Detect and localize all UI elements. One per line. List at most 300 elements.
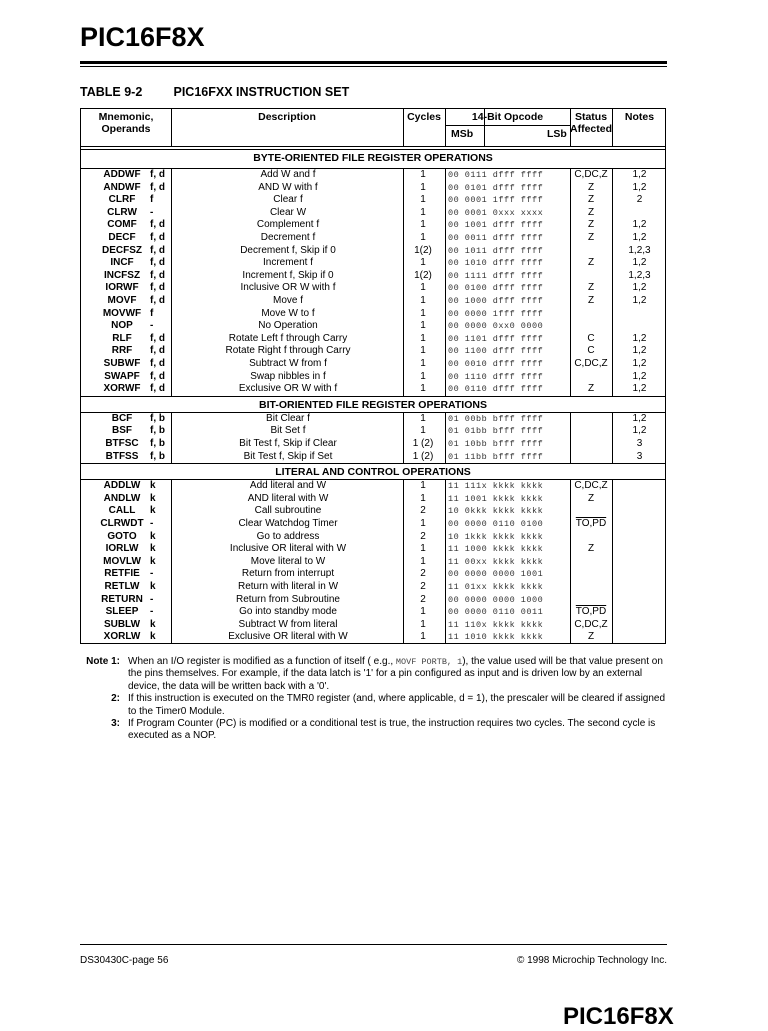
opcode-cell: 01 11bb bfff ffff [448, 451, 544, 462]
opcode-cell: 11 1000 kkkk kkkk [448, 544, 544, 555]
mnemonic-cell: DECFSZ [102, 244, 142, 256]
description-cell: Move literal to W [250, 555, 326, 567]
status-cell: Z [587, 219, 595, 231]
mnemonic-cell: RLF [112, 332, 132, 344]
table-row [81, 333, 665, 346]
cycles-cell: 2 [420, 505, 426, 517]
status-cell: Z [587, 383, 595, 395]
table-title: PIC16FXX INSTRUCTION SET [173, 85, 350, 99]
description-cell: Bit Test f, Skip if Set [243, 450, 333, 462]
opcode-cell: 00 0100 dfff ffff [448, 283, 544, 294]
description-cell: Bit Test f, Skip if Clear [239, 438, 337, 449]
col-divider [445, 479, 446, 644]
description-cell: Complement f [256, 219, 320, 231]
opcode-cell: 11 110x kkkk kkkk [448, 619, 544, 630]
table-row [81, 413, 665, 426]
description-cell: Exclusive OR W with f [238, 383, 338, 395]
status-cell: Z [587, 492, 595, 504]
header-cycles: Cycles [407, 111, 441, 123]
status-cell: C,DC,Z [574, 358, 608, 369]
operands-cell: f, d [150, 383, 165, 395]
description-cell: Return from Subroutine [236, 593, 340, 605]
mnemonic-cell: MOVLW [103, 555, 141, 567]
col-divider [445, 412, 446, 463]
col-divider [612, 479, 613, 644]
notes-cell: 1,2 [632, 332, 647, 344]
header-msb: MSb [451, 128, 474, 140]
operands-cell: f, d [150, 282, 165, 294]
status-cell: TO,PD [575, 606, 607, 618]
cycles-cell: 1 [420, 257, 426, 269]
description-cell: Return with literal in W [237, 581, 339, 592]
operands-cell: f, b [150, 425, 165, 437]
col-divider [570, 168, 571, 396]
mnemonic-cell: SUBWF [103, 358, 141, 369]
opcode-cell: 01 10bb bfff ffff [448, 439, 544, 449]
operands-cell: f, b [150, 438, 165, 449]
cycles-cell: 1 [420, 543, 426, 555]
operands-cell: - [150, 320, 154, 332]
description-cell: Bit Set f [270, 425, 306, 437]
mnemonic-cell: DECF [108, 232, 136, 243]
mnemonic-cell: IORWF [105, 282, 139, 294]
mnemonic-cell: CLRW [107, 206, 137, 218]
cycles-cell: 1 [420, 518, 426, 529]
notes-cell: 3 [636, 438, 643, 449]
operands-cell: - [150, 206, 154, 218]
status-cell: C,DC,Z [574, 618, 608, 630]
mnemonic-cell: ADDWF [103, 169, 141, 180]
status-cell: C [587, 332, 595, 344]
col-divider [171, 168, 172, 396]
table-row [81, 631, 665, 644]
notes-cell: 1,2 [632, 412, 647, 424]
note-3-text: If Program Counter (PC) is modified or a conditional test is true, the instruction requires two cycles. The second cycle is executed as a NOP. [128, 718, 656, 742]
description-cell: Rotate Right f through Carry [225, 345, 351, 357]
mnemonic-cell: XORWF [103, 383, 141, 395]
description-cell: Clear f [273, 194, 303, 206]
note-1-label: Note 1: [86, 656, 120, 667]
section-title: BIT-ORIENTED FILE REGISTER OPERATIONS [259, 398, 487, 411]
table-row [81, 308, 665, 321]
mnemonic-cell: SWAPF [104, 370, 140, 382]
opcode-cell: 00 0000 0000 1000 [448, 594, 544, 605]
description-cell: Clear W [269, 206, 307, 218]
header-mnemonic-line1: Mnemonic, [98, 111, 154, 123]
table-row [81, 320, 665, 333]
operands-cell: f [150, 194, 154, 206]
col-divider [612, 412, 613, 463]
cycles-cell: 1 [420, 425, 426, 437]
mnemonic-cell: GOTO [107, 530, 137, 542]
cycles-cell: 1 [420, 555, 426, 567]
table-row [81, 295, 665, 308]
opcode-cell: 00 0011 dfff ffff [448, 233, 544, 243]
notes-cell: 1,2 [632, 282, 647, 294]
opcode-cell: 11 00xx kkkk kkkk [448, 556, 544, 567]
cycles-cell: 1 (2) [412, 450, 434, 462]
table-row [81, 182, 665, 195]
table-row [81, 581, 665, 594]
table-row [81, 194, 665, 207]
status-cell: Z [587, 631, 595, 643]
operands-cell: k [150, 543, 156, 555]
operands-cell: f, b [150, 412, 165, 424]
table-row [81, 425, 665, 438]
col-divider [171, 412, 172, 463]
header-rule [81, 146, 665, 147]
operands-cell: f, d [150, 358, 165, 369]
header-rule [81, 149, 665, 150]
mnemonic-cell: BSF [112, 425, 132, 437]
cycles-cell: 1 [420, 412, 426, 424]
header-lsb: LSb [547, 128, 567, 140]
table-row [81, 169, 665, 182]
mnemonic-cell: RETFIE [104, 568, 140, 580]
mnemonic-cell: BTFSC [105, 438, 139, 449]
operands-cell: f, b [150, 450, 165, 462]
next-page-title: PIC16F8X [563, 1003, 674, 1030]
description-cell: Increment f [262, 257, 314, 269]
opcode-cell: 00 1001 dfff ffff [448, 220, 544, 231]
opcode-cell: 11 111x kkkk kkkk [448, 481, 544, 492]
table-number: TABLE 9-2 [80, 85, 143, 99]
status-cell: Z [587, 206, 595, 218]
mnemonic-cell: ANDLW [103, 492, 141, 504]
opcode-cell: 00 0110 dfff ffff [448, 384, 544, 395]
opcode-cell: 11 1010 kkkk kkkk [448, 632, 544, 643]
opcode-cell: 00 1111 dfff ffff [448, 270, 544, 281]
notes-cell: 1,2,3 [628, 244, 651, 256]
header-rule-thin [80, 66, 667, 67]
description-cell: Call subroutine [254, 505, 322, 517]
notes-cell: 1,2 [632, 370, 647, 382]
status-cell: Z [587, 232, 595, 243]
description-cell: Go into standby mode [239, 606, 337, 618]
description-cell: Return from interrupt [241, 568, 335, 580]
cycles-cell: 1 [420, 383, 426, 395]
status-cell: Z [587, 257, 595, 269]
table-row [81, 438, 665, 451]
opcode-cell: 00 0000 0110 0011 [448, 607, 544, 618]
header-description: Description [258, 111, 316, 123]
table-row [81, 207, 665, 220]
note-2 [80, 693, 670, 718]
opcode-cell: 00 0000 1fff ffff [448, 308, 544, 319]
cycles-cell: 1 [420, 169, 426, 180]
opcode-cell: 11 01xx kkkk kkkk [448, 582, 544, 592]
header-notes: Notes [624, 111, 655, 123]
mnemonic-cell: IORLW [105, 543, 139, 555]
cycles-cell: 1(2) [414, 269, 432, 281]
header-mnemonic-line2: Operands [101, 123, 151, 135]
col-divider [570, 479, 571, 644]
description-cell: Decrement f, Skip if 0 [240, 244, 336, 256]
cycles-cell: 1 [420, 345, 426, 357]
notes-cell: 3 [636, 450, 643, 462]
opcode-cell: 00 1101 dfff ffff [448, 333, 544, 344]
description-cell: Exclusive OR literal with W [228, 631, 348, 643]
table-row [81, 245, 665, 258]
status-cell: Z [587, 543, 595, 555]
header-rule-thick [80, 61, 667, 64]
table-row [81, 270, 665, 283]
description-cell: Increment f, Skip if 0 [242, 269, 334, 281]
cycles-cell: 1 [420, 194, 426, 206]
mnemonic-cell: MOVWF [102, 307, 142, 319]
table-notes [80, 656, 670, 743]
note-1-text-a: When an I/O register is modified as a function of itself ( e.g., [128, 656, 394, 667]
operands-cell: - [150, 568, 154, 580]
opcode-cell: 10 0kkk kkkk kkkk [448, 506, 544, 517]
mnemonic-cell: CLRWDT [100, 518, 144, 529]
operands-cell: f, d [150, 244, 165, 256]
cycles-cell: 1 [420, 320, 426, 332]
table-row [81, 594, 665, 607]
description-cell: AND W with f [258, 181, 318, 193]
operands-cell: k [150, 555, 156, 567]
cycles-cell: 1 [420, 631, 426, 643]
mnemonic-cell: CALL [108, 505, 136, 517]
col-divider [403, 168, 404, 396]
note-1-text-b: ), the value used will be that value present on the pins themselves. For example, if the data latch is '1' for a pin configured as input and is driven low by an external device, the data will be written back with a '0'. [128, 656, 663, 692]
operands-cell: f, d [150, 219, 165, 231]
operands-cell: - [150, 518, 154, 529]
notes-cell: 1,2 [632, 295, 647, 306]
cycles-cell: 1 [420, 480, 426, 492]
description-cell: Inclusive OR literal with W [229, 543, 347, 555]
notes-cell: 1,2 [632, 232, 647, 243]
table-row [81, 531, 665, 544]
status-cell: C,DC,Z [574, 169, 608, 180]
operands-cell: f [150, 307, 154, 319]
cycles-cell: 1 [420, 332, 426, 344]
mnemonic-cell: BTFSS [105, 450, 139, 462]
mnemonic-cell: COMF [107, 219, 137, 231]
cycles-cell: 1 [420, 358, 426, 369]
mnemonic-cell: MOVF [107, 295, 137, 306]
header-opcode: 14-Bit Opcode [471, 111, 544, 123]
notes-cell: 1,2 [632, 219, 647, 231]
note-1-code: MOVF PORTB, 1 [395, 657, 463, 667]
cycles-cell: 1 [420, 307, 426, 319]
cycles-cell: 1 (2) [412, 438, 434, 449]
description-cell: Move f [272, 295, 303, 306]
col-divider [445, 168, 446, 396]
description-cell: Add literal and W [249, 480, 327, 492]
cycles-cell: 2 [420, 530, 426, 542]
notes-cell: 1,2 [632, 345, 647, 357]
cycles-cell: 1 [420, 492, 426, 504]
description-cell: Rotate Left f through Carry [228, 332, 348, 344]
table-row [81, 619, 665, 632]
opcode-cell: 00 0101 dfff ffff [448, 182, 544, 193]
mnemonic-cell: ANDWF [103, 181, 141, 193]
description-cell: Add W and f [260, 169, 316, 180]
table-row [81, 345, 665, 358]
operands-cell: f, d [150, 332, 165, 344]
opcode-cell: 00 1110 dfff ffff [448, 371, 544, 382]
status-cell: Z [587, 194, 595, 206]
notes-cell: 1,2 [632, 181, 647, 193]
header-mnemonic [81, 111, 171, 135]
mnemonic-cell: RRF [111, 345, 133, 357]
opcode-cell: 00 1000 dfff ffff [448, 296, 544, 306]
mnemonic-cell: INCFSZ [103, 269, 141, 281]
description-cell: No Operation [258, 320, 318, 332]
instruction-set-table [80, 108, 666, 644]
description-cell: Bit Clear f [266, 412, 310, 424]
notes-cell: 2 [636, 194, 643, 206]
description-cell: Clear Watchdog Timer [238, 518, 338, 529]
description-cell: Inclusive OR W with f [240, 282, 336, 294]
description-cell: AND literal with W [247, 492, 329, 504]
col-divider [403, 479, 404, 644]
cycles-cell: 1 [420, 219, 426, 231]
section-title: LITERAL AND CONTROL OPERATIONS [275, 466, 471, 479]
table-row [81, 606, 665, 619]
mnemonic-cell: SLEEP [105, 606, 139, 618]
note-3 [80, 718, 670, 743]
operands-cell: k [150, 618, 156, 630]
cycles-cell: 2 [420, 568, 426, 580]
description-cell: Subtract W from literal [238, 618, 338, 630]
opcode-cell: 00 1011 dfff ffff [448, 245, 544, 256]
section-title: BYTE-ORIENTED FILE REGISTER OPERATIONS [253, 152, 493, 164]
status-cell: C,DC,Z [574, 480, 608, 492]
operands-cell: k [150, 631, 156, 643]
note-2-label: 2: [111, 693, 120, 705]
note-1 [80, 656, 670, 693]
page-title: PIC16F8X [80, 22, 205, 52]
cycles-cell: 1 [420, 295, 426, 306]
description-cell: Swap nibbles in f [250, 370, 326, 382]
table-row [81, 383, 665, 396]
cycles-cell: 1 [420, 181, 426, 193]
opcode-cell: 00 0111 dfff ffff [448, 170, 544, 180]
cycles-cell: 2 [420, 593, 426, 605]
opcode-cell: 11 1001 kkkk kkkk [448, 493, 544, 504]
table-row [81, 451, 665, 464]
col-divider [171, 479, 172, 644]
operands-cell: k [150, 505, 156, 517]
operands-cell: f, d [150, 232, 165, 243]
cycles-cell: 1 [420, 282, 426, 294]
cycles-cell: 2 [420, 581, 426, 592]
col-divider [403, 412, 404, 463]
opcode-cell: 01 01bb bfff ffff [448, 426, 544, 437]
opcode-cell: 01 00bb bfff ffff [448, 413, 544, 424]
footer-page-id: DS30430C-page 56 [80, 955, 169, 966]
cycles-cell: 1 [420, 370, 426, 382]
table-row [81, 518, 665, 531]
operands-cell: f, d [150, 181, 165, 193]
note-3-label: 3: [111, 718, 120, 730]
col-divider [570, 412, 571, 463]
cycles-cell: 1 [420, 232, 426, 243]
table-row [81, 556, 665, 569]
table-row [81, 282, 665, 295]
header-status-line1: Status [574, 111, 608, 123]
operands-cell: k [150, 480, 156, 492]
opcode-cell: 00 0000 0000 1001 [448, 569, 544, 580]
operands-cell: f, d [150, 370, 165, 382]
mnemonic-cell: RETURN [101, 593, 143, 605]
table-row [81, 543, 665, 556]
mnemonic-cell: CLRF [108, 194, 136, 206]
table-row [81, 568, 665, 581]
table-row [81, 480, 665, 493]
cycles-cell: 1 [420, 618, 426, 630]
status-cell: C [587, 345, 595, 357]
mnemonic-cell: ADDLW [103, 480, 141, 492]
notes-cell: 1,2 [632, 383, 647, 395]
notes-cell: 1,2 [632, 358, 647, 369]
table-caption [80, 85, 349, 99]
opcode-cell: 00 0000 0110 0100 [448, 519, 544, 529]
cycles-cell: 1 [420, 206, 426, 218]
table-row [81, 493, 665, 506]
notes-cell: 1,2 [632, 425, 647, 437]
col-divider [612, 168, 613, 396]
table-row [81, 371, 665, 384]
mnemonic-cell: RETLW [104, 581, 140, 592]
notes-cell: 1,2 [632, 169, 647, 180]
mnemonic-cell: INCF [110, 257, 134, 269]
opcode-cell: 00 0000 0xx0 0000 [448, 321, 544, 332]
operands-cell: f, d [150, 257, 165, 269]
table-row [81, 358, 665, 371]
status-cell: TO,PD [575, 518, 607, 529]
table-row [81, 219, 665, 232]
operands-cell: k [150, 492, 156, 504]
operands-cell: - [150, 606, 154, 618]
note-2-text: If this instruction is executed on the TMR0 register (and, where applicable, d = 1), the prescaler will be cleared if assigned to the Timer0 Module. [128, 693, 666, 717]
cycles-cell: 1 [420, 606, 426, 618]
section-rule [81, 463, 665, 464]
notes-cell: 1,2,3 [628, 269, 651, 281]
footer-copyright: © 1998 Microchip Technology Inc. [516, 955, 667, 966]
description-cell: Decrement f [260, 232, 316, 243]
description-cell: Subtract W from f [249, 358, 327, 369]
opcode-cell: 10 1kkk kkkk kkkk [448, 531, 544, 542]
notes-cell: 1,2 [632, 257, 647, 269]
opcode-cell: 00 1100 dfff ffff [448, 346, 544, 357]
status-cell: Z [587, 282, 595, 294]
opcode-cell: 00 1010 dfff ffff [448, 258, 544, 269]
operands-cell: f, d [150, 169, 165, 180]
operands-cell: f, d [150, 345, 165, 357]
operands-cell: - [150, 593, 154, 605]
mnemonic-cell: NOP [111, 320, 133, 332]
opcode-cell: 00 0001 1fff ffff [448, 195, 544, 206]
table-row [81, 232, 665, 245]
description-cell: Move W to f [261, 307, 315, 319]
opcode-subrule [445, 125, 570, 126]
opcode-cell: 00 0001 0xxx xxxx [448, 207, 544, 218]
table-row [81, 257, 665, 270]
operands-cell: f, d [150, 295, 165, 306]
status-cell: Z [587, 295, 595, 306]
operands-cell: k [150, 530, 156, 542]
header-status [570, 111, 612, 135]
status-cell: Z [587, 181, 595, 193]
opcode-cell: 00 0010 dfff ffff [448, 359, 544, 369]
operands-cell: k [150, 581, 156, 592]
section-rule [81, 396, 665, 397]
mnemonic-cell: BCF [111, 412, 133, 424]
table-row [81, 505, 665, 518]
